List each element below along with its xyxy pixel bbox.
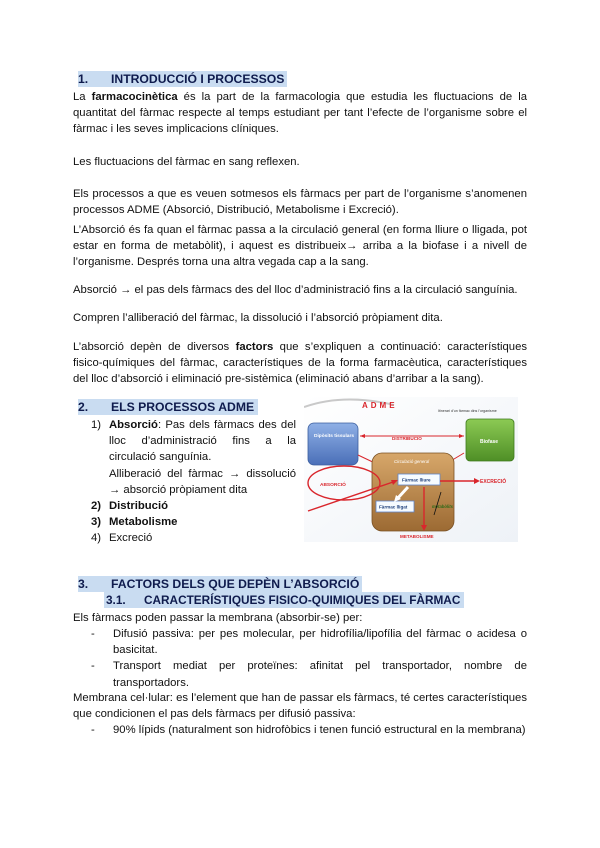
section-title: ELS PROCESSOS ADME — [111, 400, 255, 414]
list-item-excrecio: 4) Excreció — [91, 532, 153, 545]
paragraph-fluctuacions: Les fluctuacions del fàrmac en sang reflexen. — [73, 156, 300, 168]
distribucio-label: DISTRIBUCIÓ — [392, 436, 422, 441]
absorption-mechanisms-list — [91, 626, 527, 691]
section-number: 2. — [78, 400, 89, 414]
figure-title: ADME — [362, 401, 398, 410]
section-1-heading — [78, 72, 287, 86]
list-item: - 90% lípids (naturalment son hidrofòbics i tenen funció estructural en la membrana) — [91, 722, 527, 738]
membrane-composition-list — [91, 722, 527, 738]
paragraph-factors: L’absorció depèn de diversos factors que s’expliquen a continuació: característiques fisico-químiques del fàrmac, característiques de la forma farmacèutica, característiques del lloc d’absorció i eliminació pre-sistèmica (eliminació abans d’arribar a la sang). — [73, 341, 527, 386]
metabolits-label: metabòlits — [432, 504, 453, 509]
paragraph-farmacocinetica: La farmacocinètica és la part de la farmacologia que estudia les fluctuacions de la quantitat del fàrmac respecte al temps estudiant per tant l’efecte de l’organisme sobre el fàrmac i les seves implicacions clíniques. — [73, 91, 527, 136]
circulacio-label: Circulació general — [394, 459, 430, 464]
section-3-heading — [78, 577, 362, 591]
excrecio-label: EXCRECIÓ — [480, 479, 507, 485]
absorcio-label: ABSORCIÓ — [320, 483, 346, 488]
term-factors: factors — [235, 341, 274, 353]
metabolisme-label: METABOLISME — [400, 534, 434, 539]
adme-list — [91, 417, 296, 547]
list-item: - Difusió passiva: per pes molecular, per hidrofília/lipofília del fàrmac o acidesa o basicitat. — [91, 626, 527, 658]
farmac-lliure-label: Fàrmac lliure — [402, 477, 431, 483]
list-item-metabolisme: 3) Metabolisme — [91, 516, 178, 529]
paragraph-processos: Els processos a que es veuen sotmesos els fàrmacs per part de l’organisme s’anomenen processos ADME (Absorció, Distribució, Metabolisme i Excreció). — [73, 188, 527, 217]
adme-diagram-svg — [304, 397, 518, 542]
section-2-heading — [78, 400, 258, 414]
subsection-3-1-heading — [104, 593, 464, 607]
list-item-absorcio: 1) Absorció: Pas dels fàrmacs des del lloc d’administració fins a la circulació sanguínia. Alliberació del fàrmac → dissolució → absorció pròpiament dita — [91, 417, 296, 498]
section-number: 1. — [78, 72, 89, 86]
subsection-number: 3.1. — [106, 593, 126, 607]
paragraph-membrana-cellular: Membrana cel·lular: es l’element que han de passar els fàrmacs, té certes característiques que condicionen el pas dels fàrmacs per difusió passiva: — [73, 692, 527, 721]
absorcio-steps: Alliberació del fàrmac → dissolució → absorció pròpiament dita — [109, 467, 296, 496]
farmac-lligat-label: Fàrmac lligat — [379, 504, 408, 510]
term-farmacocinetica: farmacocinètica — [91, 91, 178, 103]
paragraph-absorcio-general: L’Absorció és fa quan el fàrmac passa a la circulació general (en forma lliure o lligada, pot estar en forma de metabòlit), i aquest es distribueix→ arriba a la biofase i a nivell de l’organisme. Després torna una altra vegada cap a la sang. — [73, 224, 527, 269]
section-title: INTRODUCCIÓ I PROCESSOS — [111, 72, 285, 86]
circulacio-box — [372, 453, 454, 531]
list-item: - Transport mediat per proteïnes: afinitat pel transportador, nombre de transportadors. — [91, 658, 527, 690]
diposits-box — [308, 423, 358, 465]
list-item-distribucio: 2) Distribució — [91, 500, 168, 513]
paragraph-compren: Compren l’alliberació del fàrmac, la dissolució i l’absorció pròpiament dita. — [73, 312, 443, 324]
section-title: FACTORS DELS QUE DEPÈN L’ABSORCIÓ — [111, 577, 360, 591]
section-number: 3. — [78, 577, 89, 591]
paragraph-absorcio-def: Absorció → el pas dels fàrmacs des del lloc d’administració fins a la circulació sanguínia. — [73, 284, 518, 296]
figure-subtitle: Itinerari d’un fàrmac dins l’organisme — [438, 409, 497, 413]
paragraph-membrana-intro: Els fàrmacs poden passar la membrana (absorbir-se) per: — [73, 612, 363, 624]
diposits-label: Dipòsits tissulars — [314, 434, 354, 439]
biofase-label: Biofase — [480, 439, 499, 445]
subsection-title: CARACTERÍSTIQUES FISICO-QUIMIQUES DEL FÀRMAC — [144, 593, 461, 607]
adme-diagram — [304, 397, 518, 542]
